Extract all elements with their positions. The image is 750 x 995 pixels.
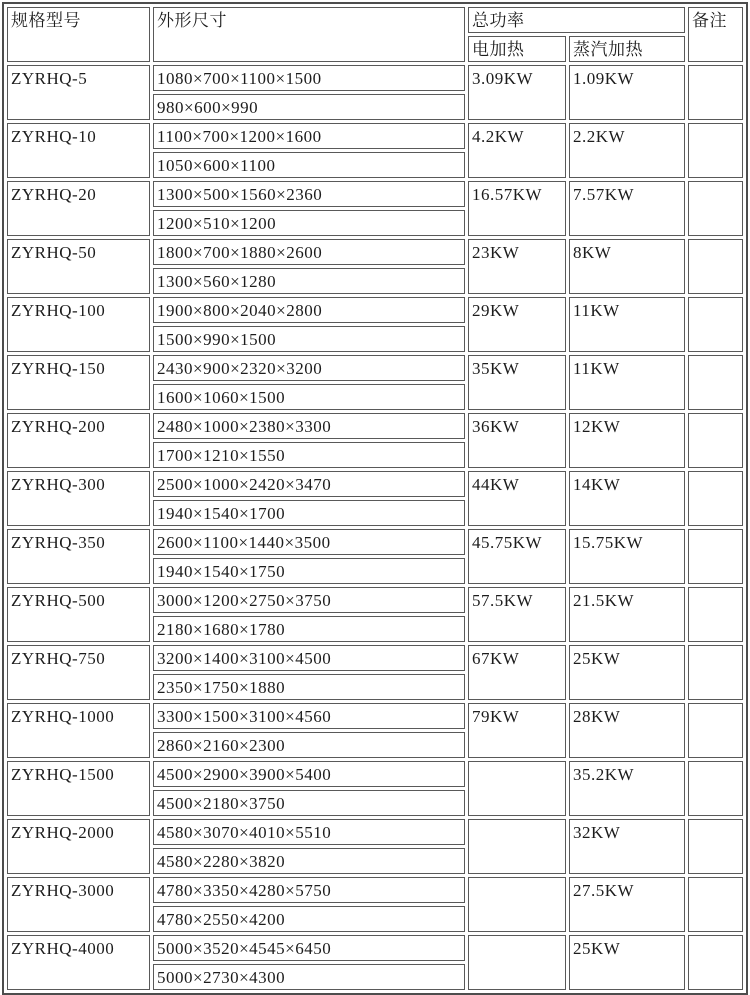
dimension-line-1-cell: 2480×1000×2380×3300 [153,413,465,439]
steam-power-cell: 15.75KW [569,529,685,584]
model-cell: ZYRHQ-200 [7,413,150,468]
model-cell: ZYRHQ-20 [7,181,150,236]
remarks-cell [688,181,743,236]
electric-power-cell: 35KW [468,355,566,410]
remarks-cell [688,819,743,874]
table-row [7,587,743,613]
model-cell: ZYRHQ-1500 [7,761,150,816]
remarks-cell [688,645,743,700]
remarks-cell [688,297,743,352]
model-cell: ZYRHQ-2000 [7,819,150,874]
header-dimensions: 外形尺寸 [153,7,465,62]
dimension-line-1-cell: 2500×1000×2420×3470 [153,471,465,497]
table-row [7,297,743,323]
remarks-cell [688,935,743,990]
header-steam-heating: 蒸汽加热 [569,36,685,62]
dimension-line-2-cell: 4500×2180×3750 [153,790,465,816]
remarks-cell [688,471,743,526]
electric-power-cell [468,935,566,990]
dimension-line-2-cell: 4580×2280×3820 [153,848,465,874]
electric-power-cell: 23KW [468,239,566,294]
spec-table-body [7,65,743,990]
electric-power-cell [468,761,566,816]
steam-power-cell: 12KW [569,413,685,468]
dimension-line-2-cell: 1600×1060×1500 [153,384,465,410]
dimension-line-2-cell: 2180×1680×1780 [153,616,465,642]
steam-power-cell: 14KW [569,471,685,526]
electric-power-cell [468,819,566,874]
dimension-line-2-cell: 4780×2550×4200 [153,906,465,932]
steam-power-cell: 11KW [569,297,685,352]
dimension-line-2-cell: 1300×560×1280 [153,268,465,294]
dimension-line-1-cell: 2430×900×2320×3200 [153,355,465,381]
steam-power-cell: 25KW [569,935,685,990]
remarks-cell [688,587,743,642]
remarks-cell [688,123,743,178]
dimension-line-1-cell: 1300×500×1560×2360 [153,181,465,207]
dimension-line-2-cell: 980×600×990 [153,94,465,120]
model-cell: ZYRHQ-5 [7,65,150,120]
dimension-line-2-cell: 1200×510×1200 [153,210,465,236]
dimension-line-1-cell: 4780×3350×4280×5750 [153,877,465,903]
dimension-line-1-cell: 1080×700×1100×1500 [153,65,465,91]
header-remarks: 备注 [688,7,743,62]
table-row [7,181,743,207]
header-model: 规格型号 [7,7,150,62]
header-row-1 [7,7,743,33]
steam-power-cell: 2.2KW [569,123,685,178]
steam-power-cell: 32KW [569,819,685,874]
model-cell: ZYRHQ-1000 [7,703,150,758]
electric-power-cell: 29KW [468,297,566,352]
model-cell: ZYRHQ-4000 [7,935,150,990]
model-cell: ZYRHQ-150 [7,355,150,410]
table-row [7,355,743,381]
header-electric-heating: 电加热 [468,36,566,62]
steam-power-cell: 1.09KW [569,65,685,120]
steam-power-cell: 27.5KW [569,877,685,932]
remarks-cell [688,239,743,294]
dimension-line-1-cell: 3200×1400×3100×4500 [153,645,465,671]
remarks-cell [688,355,743,410]
steam-power-cell: 7.57KW [569,181,685,236]
table-row [7,877,743,903]
model-cell: ZYRHQ-350 [7,529,150,584]
steam-power-cell: 35.2KW [569,761,685,816]
dimension-line-2-cell: 2350×1750×1880 [153,674,465,700]
table-row [7,935,743,961]
steam-power-cell: 11KW [569,355,685,410]
table-row [7,761,743,787]
dimension-line-1-cell: 3000×1200×2750×3750 [153,587,465,613]
dimension-line-1-cell: 1100×700×1200×1600 [153,123,465,149]
dimension-line-1-cell: 3300×1500×3100×4560 [153,703,465,729]
remarks-cell [688,413,743,468]
dimension-line-1-cell: 1900×800×2040×2800 [153,297,465,323]
table-row [7,703,743,729]
electric-power-cell: 16.57KW [468,181,566,236]
table-row [7,239,743,265]
dimension-line-2-cell: 1940×1540×1750 [153,558,465,584]
model-cell: ZYRHQ-500 [7,587,150,642]
dimension-line-2-cell: 5000×2730×4300 [153,964,465,990]
table-row [7,471,743,497]
model-cell: ZYRHQ-300 [7,471,150,526]
steam-power-cell: 25KW [569,645,685,700]
model-cell: ZYRHQ-10 [7,123,150,178]
model-cell: ZYRHQ-3000 [7,877,150,932]
remarks-cell [688,761,743,816]
table-row [7,413,743,439]
model-cell: ZYRHQ-50 [7,239,150,294]
dimension-line-2-cell: 1500×990×1500 [153,326,465,352]
dimension-line-2-cell: 2860×2160×2300 [153,732,465,758]
remarks-cell [688,703,743,758]
table-row [7,645,743,671]
product-spec-table [2,2,748,995]
dimension-line-1-cell: 1800×700×1880×2600 [153,239,465,265]
dimension-line-1-cell: 4580×3070×4010×5510 [153,819,465,845]
dimension-line-2-cell: 1940×1540×1700 [153,500,465,526]
table-row [7,529,743,555]
table-row [7,819,743,845]
electric-power-cell: 36KW [468,413,566,468]
electric-power-cell: 45.75KW [468,529,566,584]
dimension-line-2-cell: 1700×1210×1550 [153,442,465,468]
electric-power-cell [468,877,566,932]
dimension-line-2-cell: 1050×600×1100 [153,152,465,178]
spec-table-header [7,7,743,62]
steam-power-cell: 8KW [569,239,685,294]
model-cell: ZYRHQ-750 [7,645,150,700]
model-cell: ZYRHQ-100 [7,297,150,352]
electric-power-cell: 79KW [468,703,566,758]
header-total-power: 总功率 [468,7,685,33]
steam-power-cell: 28KW [569,703,685,758]
steam-power-cell: 21.5KW [569,587,685,642]
electric-power-cell: 67KW [468,645,566,700]
table-row [7,65,743,91]
electric-power-cell: 44KW [468,471,566,526]
table-row [7,123,743,149]
electric-power-cell: 57.5KW [468,587,566,642]
dimension-line-1-cell: 4500×2900×3900×5400 [153,761,465,787]
electric-power-cell: 4.2KW [468,123,566,178]
dimension-line-1-cell: 2600×1100×1440×3500 [153,529,465,555]
remarks-cell [688,877,743,932]
dimension-line-1-cell: 5000×3520×4545×6450 [153,935,465,961]
remarks-cell [688,65,743,120]
remarks-cell [688,529,743,584]
electric-power-cell: 3.09KW [468,65,566,120]
